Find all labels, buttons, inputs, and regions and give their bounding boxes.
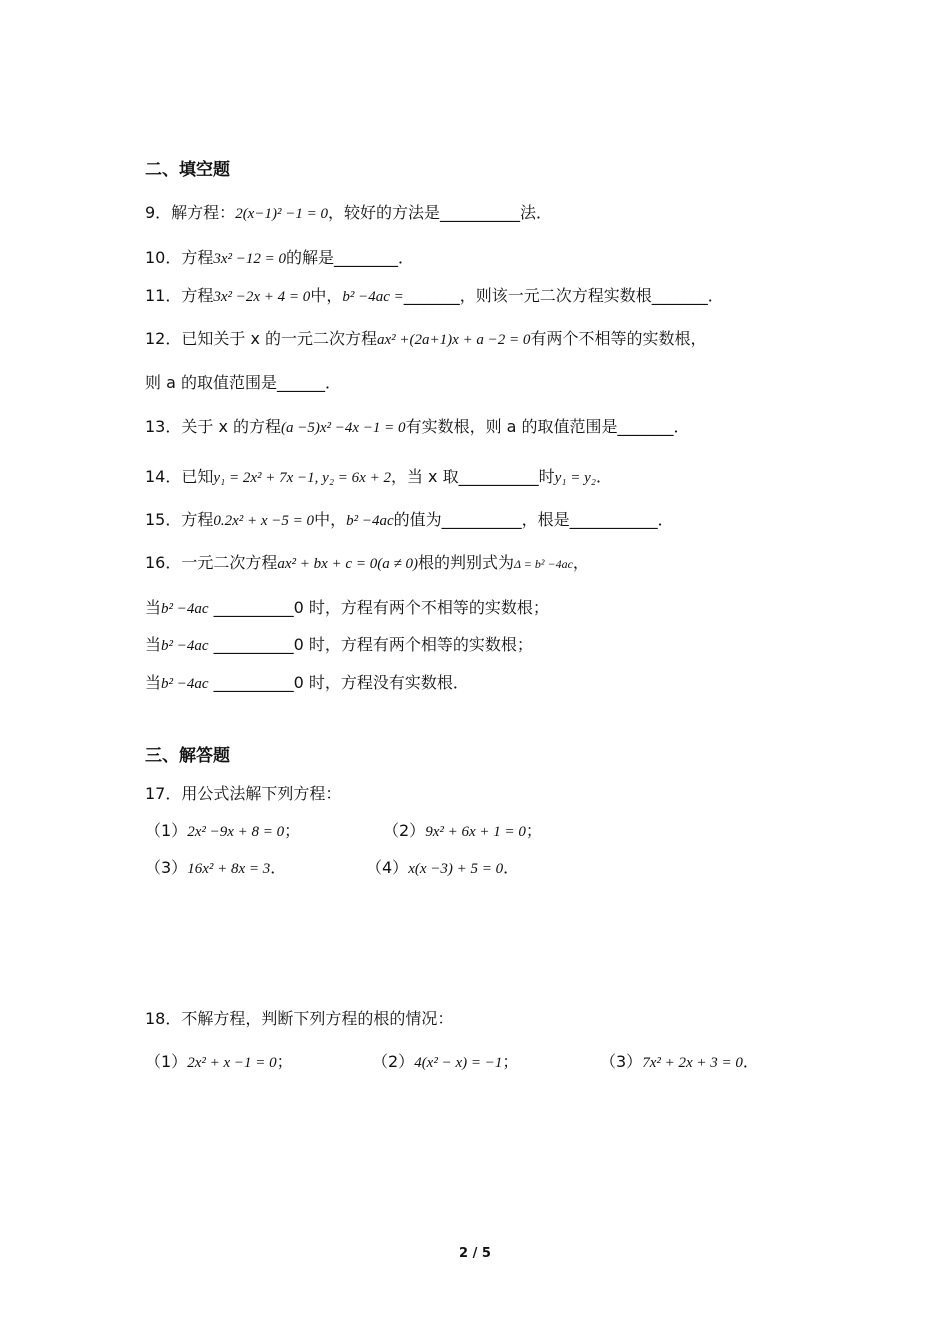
- question-16: [145, 551, 589, 576]
- item-end: ．: [503, 858, 520, 877]
- item-number: （3）: [145, 858, 188, 877]
- question-17: 17．用公式法解下列方程：: [145, 784, 342, 803]
- q14-mid: ，当 x 取__________时: [390, 467, 555, 486]
- case-pre: 当: [145, 598, 162, 617]
- question-14: [145, 465, 612, 490]
- item-equation: 16x² + 8x = 3: [187, 861, 271, 877]
- q15-equation: 0.2x² + x −5 = 0: [213, 513, 315, 529]
- case-rest: __________0 时，方程有两个相等的实数根；: [213, 635, 533, 654]
- q16-rest: ，: [572, 553, 589, 572]
- q17-item-2: [383, 819, 542, 844]
- item-end: ；: [502, 1052, 519, 1071]
- q18-item-1: [145, 1050, 293, 1075]
- question-16-case-2: [145, 633, 533, 658]
- case-rest: __________0 时，方程没有实数根．: [213, 673, 469, 692]
- q17-item-1: [145, 819, 300, 844]
- question-12-line-2: 则 a 的取值范围是______．: [145, 373, 341, 392]
- question-11: [145, 284, 724, 309]
- item-number: （4）: [366, 858, 409, 877]
- item-end: ；: [284, 821, 301, 840]
- q9-prefix: 9．解方程：: [145, 203, 236, 222]
- case-pre: 当: [145, 635, 162, 654]
- item-number: （1）: [145, 821, 188, 840]
- q14-equation-2: y₁ = y₂: [554, 470, 596, 486]
- q13-equation: (a −5)x² −4x −1 = 0: [281, 420, 406, 436]
- item-number: （2）: [372, 1052, 415, 1071]
- q12-rest: 有两个不相等的实数根，: [530, 329, 707, 348]
- q15-rest: 的值为__________，根是___________．: [393, 510, 674, 529]
- q10-equation: 3x² −12 = 0: [213, 251, 287, 267]
- q10-prefix: 10．方程: [145, 248, 214, 267]
- question-12: [145, 327, 706, 352]
- section-title-answers: 三、解答题: [145, 746, 230, 766]
- q15-equation-2: b² −4ac: [346, 513, 394, 529]
- q11-equation-2: b² −4ac =: [342, 289, 404, 305]
- q18-item-2: [372, 1050, 518, 1075]
- q13-rest: 有实数根，则 a 的取值范围是_______．: [405, 417, 690, 436]
- q17-item-3: [145, 856, 286, 881]
- q11-equation: 3x² −2x + 4 = 0: [213, 289, 311, 305]
- question-18: 18．不解方程，判断下列方程的根的情况：: [145, 1009, 454, 1028]
- q15-prefix: 15．方程: [145, 510, 214, 529]
- q9-rest: ，较好的方法是__________法．: [327, 203, 552, 222]
- item-end: ．: [270, 858, 287, 877]
- question-16-case-1: [145, 596, 549, 621]
- item-equation: 2x² −9x + 8 = 0: [187, 824, 285, 840]
- item-equation: 9x² + 6x + 1 = 0: [425, 824, 526, 840]
- q18-item-3: [600, 1050, 759, 1075]
- q10-rest: 的解是________．: [286, 248, 415, 267]
- item-end: ；: [276, 1052, 293, 1071]
- q9-equation: 2(x−1)² −1 = 0: [235, 206, 328, 222]
- q11-rest: _______，则该一元二次方程实数根_______．: [403, 286, 724, 305]
- q11-mid: 中，: [310, 286, 343, 305]
- question-15: [145, 508, 674, 533]
- section-title-fill-in: 二、填空题: [145, 160, 230, 180]
- q16-mid: 根的判别式为: [417, 553, 514, 572]
- question-16-case-3: [145, 671, 469, 696]
- item-equation: x(x −3) + 5 = 0: [408, 861, 504, 877]
- q12-prefix: 12．已知关于 x 的一元二次方程: [145, 329, 378, 348]
- q15-mid: 中，: [314, 510, 347, 529]
- q16-discriminant: Δ = b² −4ac: [513, 557, 573, 571]
- case-rest: __________0 时，方程有两个不相等的实数根；: [213, 598, 549, 617]
- q14-equation: y₁ = 2x² + 7x −1, y₂ = 6x + 2: [213, 470, 391, 486]
- q17-item-4: [366, 856, 519, 881]
- case-equation: b² −4ac: [161, 601, 209, 617]
- q14-prefix: 14．已知: [145, 467, 214, 486]
- item-end: ．: [742, 1052, 759, 1071]
- item-number: （2）: [383, 821, 426, 840]
- q16-prefix: 16．一元二次方程: [145, 553, 278, 572]
- question-9: [145, 201, 552, 226]
- q16-equation: ax² + bx + c = 0(a ≠ 0): [277, 556, 418, 572]
- item-number: （3）: [600, 1052, 643, 1071]
- question-10: [145, 246, 414, 271]
- q14-rest: ．: [595, 467, 612, 486]
- q12-equation: ax² +(2a+1)x + a −2 = 0: [377, 332, 531, 348]
- q13-prefix: 13．关于 x 的方程: [145, 417, 282, 436]
- case-equation: b² −4ac: [161, 676, 209, 692]
- page-number: 2 / 5: [459, 1246, 491, 1261]
- case-equation: b² −4ac: [161, 638, 209, 654]
- item-number: （1）: [145, 1052, 188, 1071]
- q11-prefix: 11．方程: [145, 286, 214, 305]
- item-equation: 4(x² − x) = −1: [414, 1055, 503, 1071]
- item-equation: 7x² + 2x + 3 = 0: [642, 1055, 743, 1071]
- case-pre: 当: [145, 673, 162, 692]
- item-equation: 2x² + x −1 = 0: [187, 1055, 277, 1071]
- question-13: [145, 415, 690, 440]
- item-end: ；: [525, 821, 542, 840]
